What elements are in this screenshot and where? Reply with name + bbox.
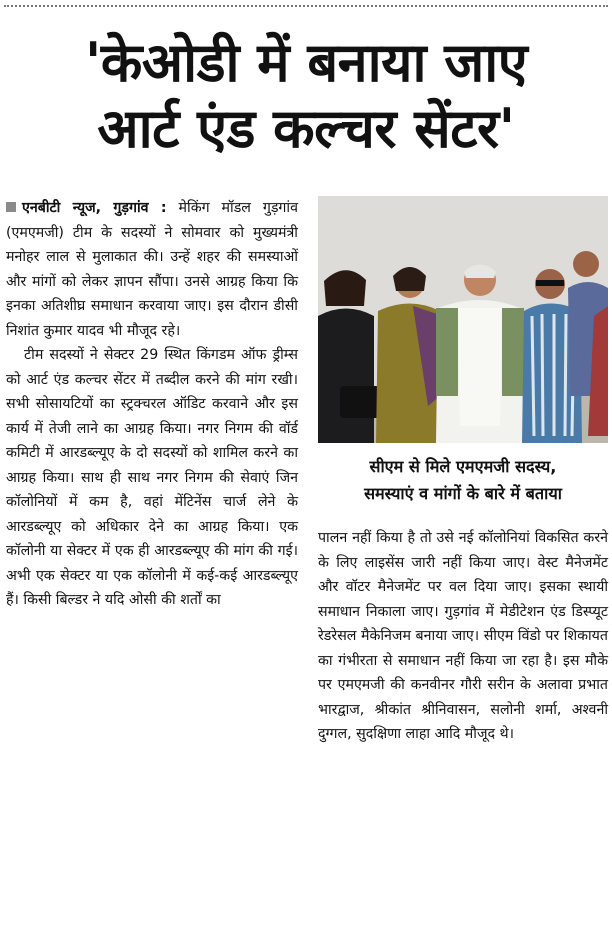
caption-line-1: सीएम से मिले एमएमजी सदस्य, [369,457,557,476]
headline [0,30,612,162]
group-photo-illustration [318,196,608,443]
top-dotted-rule [4,5,608,7]
headline-line-2: आर्ट एंड कल्चर सेंटर' [97,97,515,160]
dateline: एनबीटी न्यूज, गुड़गांव : [22,200,167,216]
article-column-2 [318,526,608,747]
article-paragraph-1 [6,196,298,343]
article-column-1 [6,196,298,613]
square-bullet-icon [6,202,16,212]
photo-caption [318,453,608,507]
news-photo [318,196,608,443]
article-paragraph-2: टीम सदस्यों ने सेक्टर 29 स्थित किंगडम ऑफ ड्रीम्स को आर्ट एंड कल्चर सेंटर में तब्दील करने की मांग रखी। सभी सोसायटियों का स्ट्रक्चरल ऑडिट करवाने और इस कार्य में तेजी लाने का आग्रह किया। नगर निगम की वॉर्ड कमिटी में आरडब्ल्यूए के दो सदस्यों को शामिल करने का आग्रह किया। साथ ही साथ नगर निगम की सेवाएं जिन कॉलोनियों में कम है, वहां मेंटिनेंस चार्ज लेने के आरडब्ल्यूए को अधिकार देने का आग्रह किया। एक कॉलोनी या सेक्टर में एक ही आरडब्ल्यूए की मांग की गई। अभी एक सेक्टर या एक कॉलोनी में कई-कई आरडब्ल्यूए हैं। किसी बिल्डर ने यदि ओसी की शर्तों का [6,347,298,608]
paragraph-1-text: मेकिंग मॉडल गुड़गांव (एमएमजी) टीम के सदस्यों ने सोमवार को मुख्यमंत्री मनोहर लाल से मुलाकात की। उन्हें शहर की समस्याओं और मांगों को लेकर ज्ञापन सौंपा। उनसे आग्रह किया कि इनका अतिशीघ्र समाधान करवाया जाए। इस दौरान डीसी निशांत कुमार यादव भी मौजूद रहे। [6,200,298,339]
caption-line-2: समस्याएं व मांगों के बारे में बताया [364,484,562,503]
headline-line-1: 'केओडी में बनाया जाए [84,31,528,94]
article-paragraph-3: पालन नहीं किया है तो उसे नई कॉलोनियां विकसित करने के लिए लाइसेंस जारी नहीं किया जाए। वेस्ट मैनेजमेंट और वॉटर मैनेजमेंट पर वल दिया जाए। इसका स्थायी समाधान निकाला जाए। गुड़गांव में मेडीटेशन एंड डिस्प्यूट रेडरेसल मैकेनिजम बनाया जाए। सीएम विंडो पर शिकायत का गंभीरता से समाधान नहीं किया जा रहा है। इस मौके पर एमएमजी की कनवीनर गौरी सरीन के अलावा प्रभात भारद्वाज, श्रीकांत श्रीनिवासन, सलोनी शर्मा, अश्वनी दुग्गल, सुदक्षिणा लाहा आदि मौजूद थे। [318,530,608,742]
